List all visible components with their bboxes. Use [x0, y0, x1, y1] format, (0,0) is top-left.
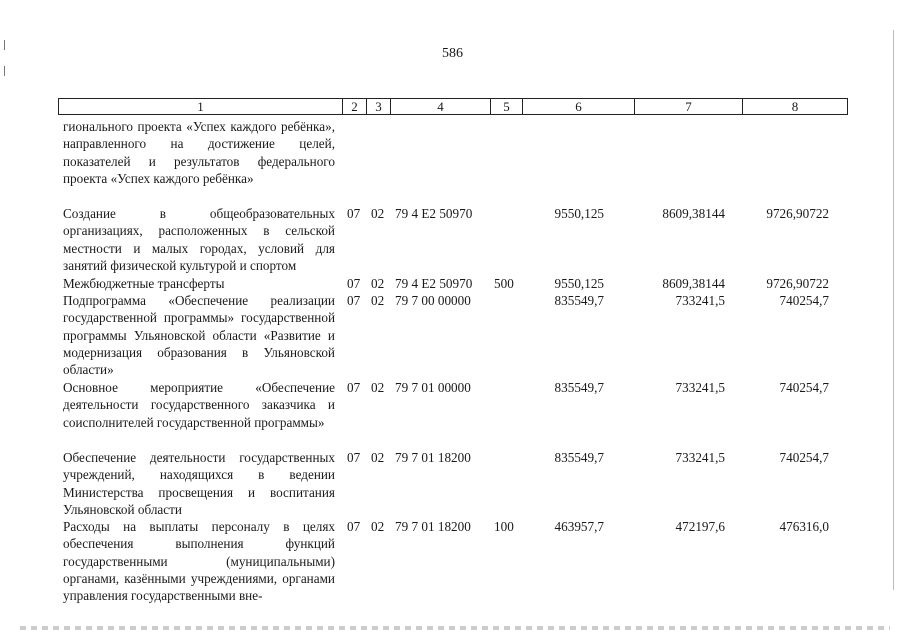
column-header-2: 2: [343, 99, 367, 115]
target-article-code: 79 4 E2 50970: [395, 206, 473, 221]
column-header-6: 6: [523, 99, 635, 115]
target-article-code: 79 7 00 00000: [395, 293, 471, 308]
amount-col-6: 835549,7: [554, 450, 604, 465]
row-description: Расходы на выплаты персоналу в целях обеспечения выполнения функций государственными (муниципальными) органами, казёнными учреждениями, органами управления государственными вне-: [63, 519, 335, 604]
left-scan-mark: [4, 66, 5, 76]
section-code: 07: [347, 276, 361, 291]
subsection-code: 02: [371, 450, 385, 465]
table-header: [58, 98, 848, 115]
right-scan-mark: [893, 30, 894, 590]
column-header-4: 4: [391, 99, 491, 115]
amount-col-6: 9550,125: [554, 206, 604, 221]
column-header-1: 1: [59, 99, 343, 115]
amount-col-7: 733241,5: [675, 380, 725, 395]
column-header-8: 8: [743, 99, 848, 115]
section-code: 07: [347, 519, 361, 534]
subsection-code: 02: [371, 293, 385, 308]
row-description: Обеспечение деятельности государственных учреждений, находящихся в ведении Министерства просвещения и воспитания Ульяновской области: [63, 450, 335, 517]
row-description: гионального проекта «Успех каждого ребёнка», направленного на достижение целей, показателей и результатов федерального проекта «Успех каждого ребёнка»: [63, 119, 335, 186]
amount-col-6: 463957,7: [554, 519, 604, 534]
section-code: 07: [347, 206, 361, 221]
amount-col-7: 733241,5: [675, 450, 725, 465]
section-code: 07: [347, 450, 361, 465]
amount-col-7: 733241,5: [675, 293, 725, 308]
amount-col-8: 740254,7: [779, 450, 829, 465]
row-description: Создание в общеобразовательных организациях, расположенных в сельской местности и малых городах, условий для занятий физической культурой и спортом: [63, 206, 335, 273]
amount-col-6: 835549,7: [554, 380, 604, 395]
amount-col-8: 9726,90722: [766, 206, 829, 221]
expense-type-code: 500: [494, 276, 514, 291]
subsection-code: 02: [371, 276, 385, 291]
section-code: 07: [347, 380, 361, 395]
subsection-code: 02: [371, 519, 385, 534]
expense-type-code: 100: [494, 519, 514, 534]
target-article-code: 79 7 01 00000: [395, 380, 471, 395]
amount-col-8: 740254,7: [779, 293, 829, 308]
row-description: Основное мероприятие «Обеспечение деятельности государственного заказчика и соисполнителей государственной программы»: [63, 380, 335, 430]
amount-col-8: 9726,90722: [766, 276, 829, 291]
amount-col-6: 835549,7: [554, 293, 604, 308]
target-article-code: 79 7 01 18200: [395, 519, 471, 534]
amount-col-6: 9550,125: [554, 276, 604, 291]
amount-col-7: 8609,38144: [662, 206, 725, 221]
column-header-5: 5: [491, 99, 523, 115]
target-article-code: 79 7 01 18200: [395, 450, 471, 465]
subsection-code: 02: [371, 206, 385, 221]
page-number: 586: [442, 46, 463, 61]
subsection-code: 02: [371, 380, 385, 395]
column-header-7: 7: [635, 99, 743, 115]
column-header-3: 3: [367, 99, 391, 115]
amount-col-7: 8609,38144: [662, 276, 725, 291]
row-description: Подпрограмма «Обеспечение реализации государственной программы» государственной программы Ульяновской области «Развитие и модернизация образования в Ульяновской области»: [63, 293, 335, 378]
amount-col-7: 472197,6: [675, 519, 725, 534]
section-code: 07: [347, 293, 361, 308]
target-article-code: 79 4 E2 50970: [395, 276, 473, 291]
scan-footer-artifact: [20, 626, 890, 630]
amount-col-8: 476316,0: [779, 519, 829, 534]
amount-col-8: 740254,7: [779, 380, 829, 395]
row-description: Межбюджетные трансферты: [63, 276, 225, 291]
